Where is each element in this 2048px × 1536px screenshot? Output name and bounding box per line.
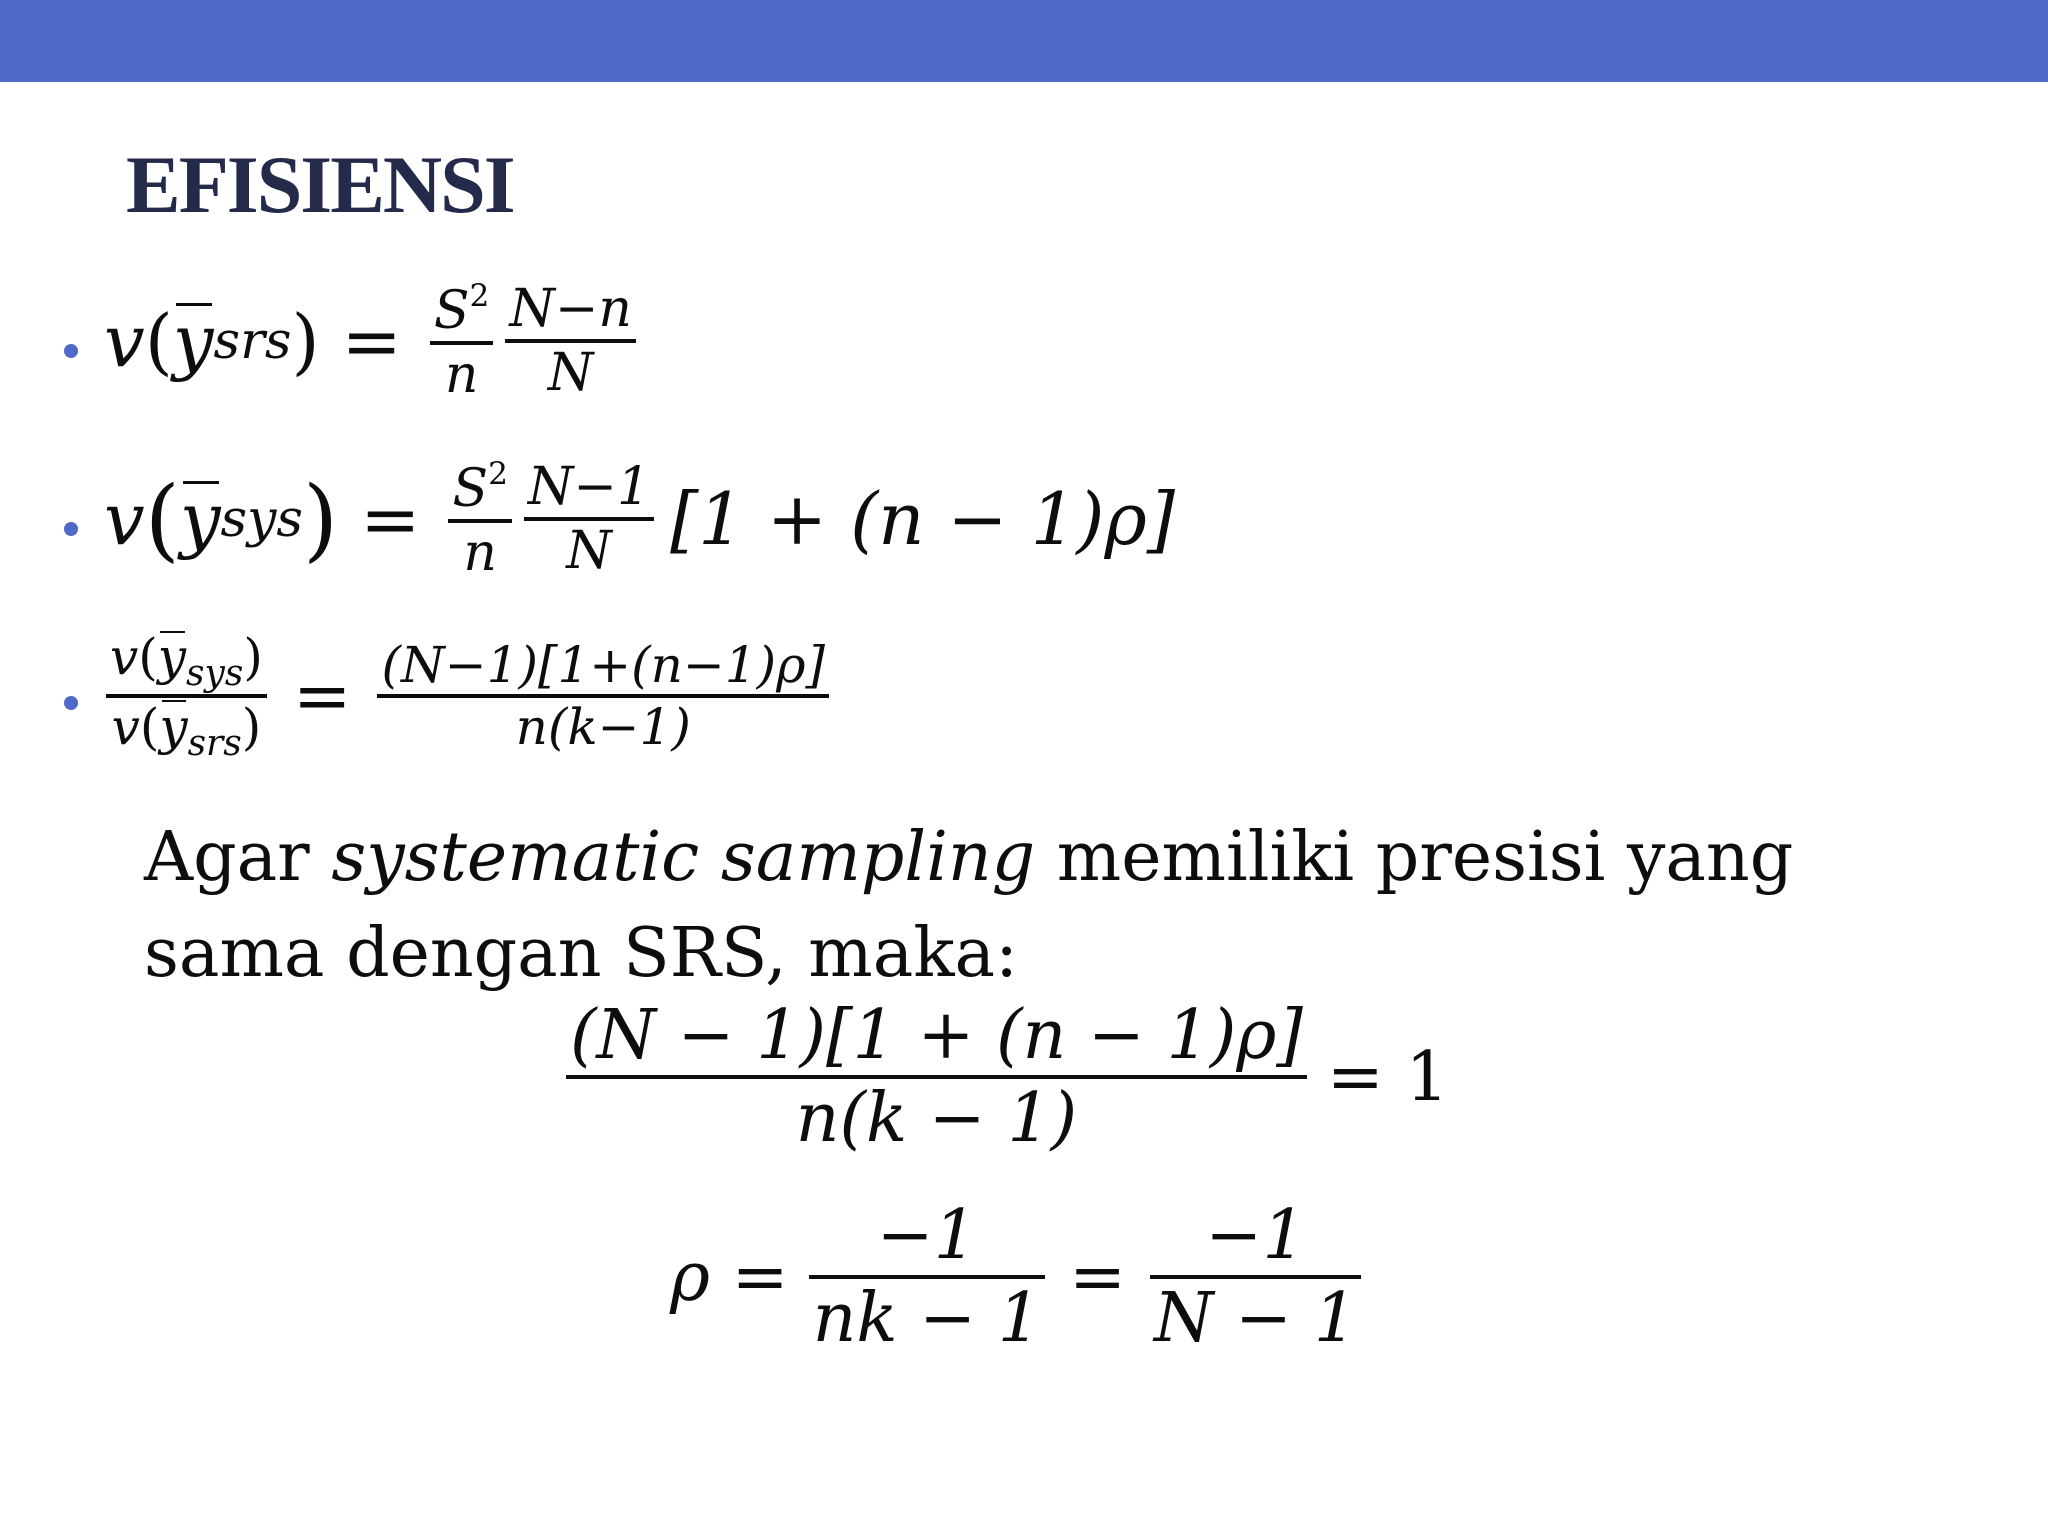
formula-ratio: $\frac{v(y_{sys})}{v(y_{srs})}$ = $\frac{(N-1)[1+(n-1)\rho]}{n(k-1)}$ xyxy=(100,628,835,764)
numerator: (N−1)[1+(n−1)ρ] xyxy=(381,635,825,694)
subscript-sys: sys xyxy=(186,652,244,694)
rho-lhs: ρ = xyxy=(670,1237,789,1317)
numerator: N−n xyxy=(509,279,632,340)
denominator: n(k−1) xyxy=(515,697,691,756)
subscript-srs: srs xyxy=(213,311,292,372)
fraction-rhs xyxy=(377,636,829,756)
slide-title: EFISIENSI xyxy=(126,139,514,230)
exponent: 2 xyxy=(488,456,508,492)
fraction-rho-1 xyxy=(809,1196,1045,1358)
subscript-srs: srs xyxy=(187,722,242,764)
text-italic: systematic sampling xyxy=(331,818,1036,897)
formula-rho xyxy=(670,1196,1367,1358)
equals-sign: = xyxy=(1069,1237,1127,1317)
fraction-s2-over-n xyxy=(430,278,493,405)
v-symbol: v xyxy=(111,697,140,756)
fraction-variance-ratio: $\frac{v(y_{sys})}{v(y_{srs})}$ xyxy=(106,628,267,764)
text-part-1: Agar xyxy=(144,818,332,897)
denominator: N xyxy=(547,343,594,404)
subscript-sys: sys xyxy=(220,489,303,550)
exponent: 2 xyxy=(469,278,490,314)
bullet-2 xyxy=(64,522,78,536)
denominator: N − 1 xyxy=(1154,1279,1358,1358)
numerator: −1 xyxy=(1205,1196,1306,1275)
denominator-n: n xyxy=(444,344,479,405)
y-bar-symbol: y xyxy=(157,628,187,686)
y-bar-symbol: y xyxy=(159,697,188,756)
equals-one: = 1 xyxy=(1326,1037,1449,1117)
s-symbol: S xyxy=(452,458,489,519)
formula-v-sys: v ( y sys ) = $\frac{S^2}{n}$ $\frac{N-1}{N}$ [1 + (n − 1)ρ] xyxy=(104,456,1175,583)
v-symbol: v xyxy=(104,299,145,384)
condition-paragraph xyxy=(144,810,1964,1002)
fraction-rho-2 xyxy=(1150,1196,1361,1358)
fraction-n-minus-n-over-N xyxy=(505,279,636,403)
top-accent-bar xyxy=(0,0,2048,82)
formula-equality xyxy=(560,996,1449,1158)
denominator-n: n xyxy=(463,522,497,583)
fraction-s2-over-n xyxy=(448,456,511,583)
bullet-3 xyxy=(64,696,78,710)
fraction-main xyxy=(566,996,1307,1158)
v-symbol: v xyxy=(110,628,139,686)
numerator: N−1 xyxy=(527,457,651,518)
fraction-n-minus-1-over-N xyxy=(524,457,654,581)
v-symbol: v xyxy=(104,477,145,562)
y-bar-symbol: y xyxy=(179,477,221,562)
y-bar-symbol: y xyxy=(172,299,214,384)
numerator: −1 xyxy=(876,1196,977,1275)
text-part-2: memiliki presisi yang sama dengan SRS, maka: xyxy=(144,818,1794,993)
bullet-1 xyxy=(64,344,78,358)
denominator: n(k − 1) xyxy=(795,1079,1078,1158)
formula-v-srs: v ( y srs ) = $\frac{S^2}{n}$ $\frac{N-n}{N}$ xyxy=(104,278,642,405)
s-symbol: S xyxy=(433,280,470,341)
denominator: N xyxy=(566,521,612,582)
bracket-term: [1 + (n − 1)ρ] xyxy=(670,477,1175,562)
numerator: (N − 1)[1 + (n − 1)ρ] xyxy=(570,996,1303,1075)
denominator: nk − 1 xyxy=(812,1279,1042,1358)
